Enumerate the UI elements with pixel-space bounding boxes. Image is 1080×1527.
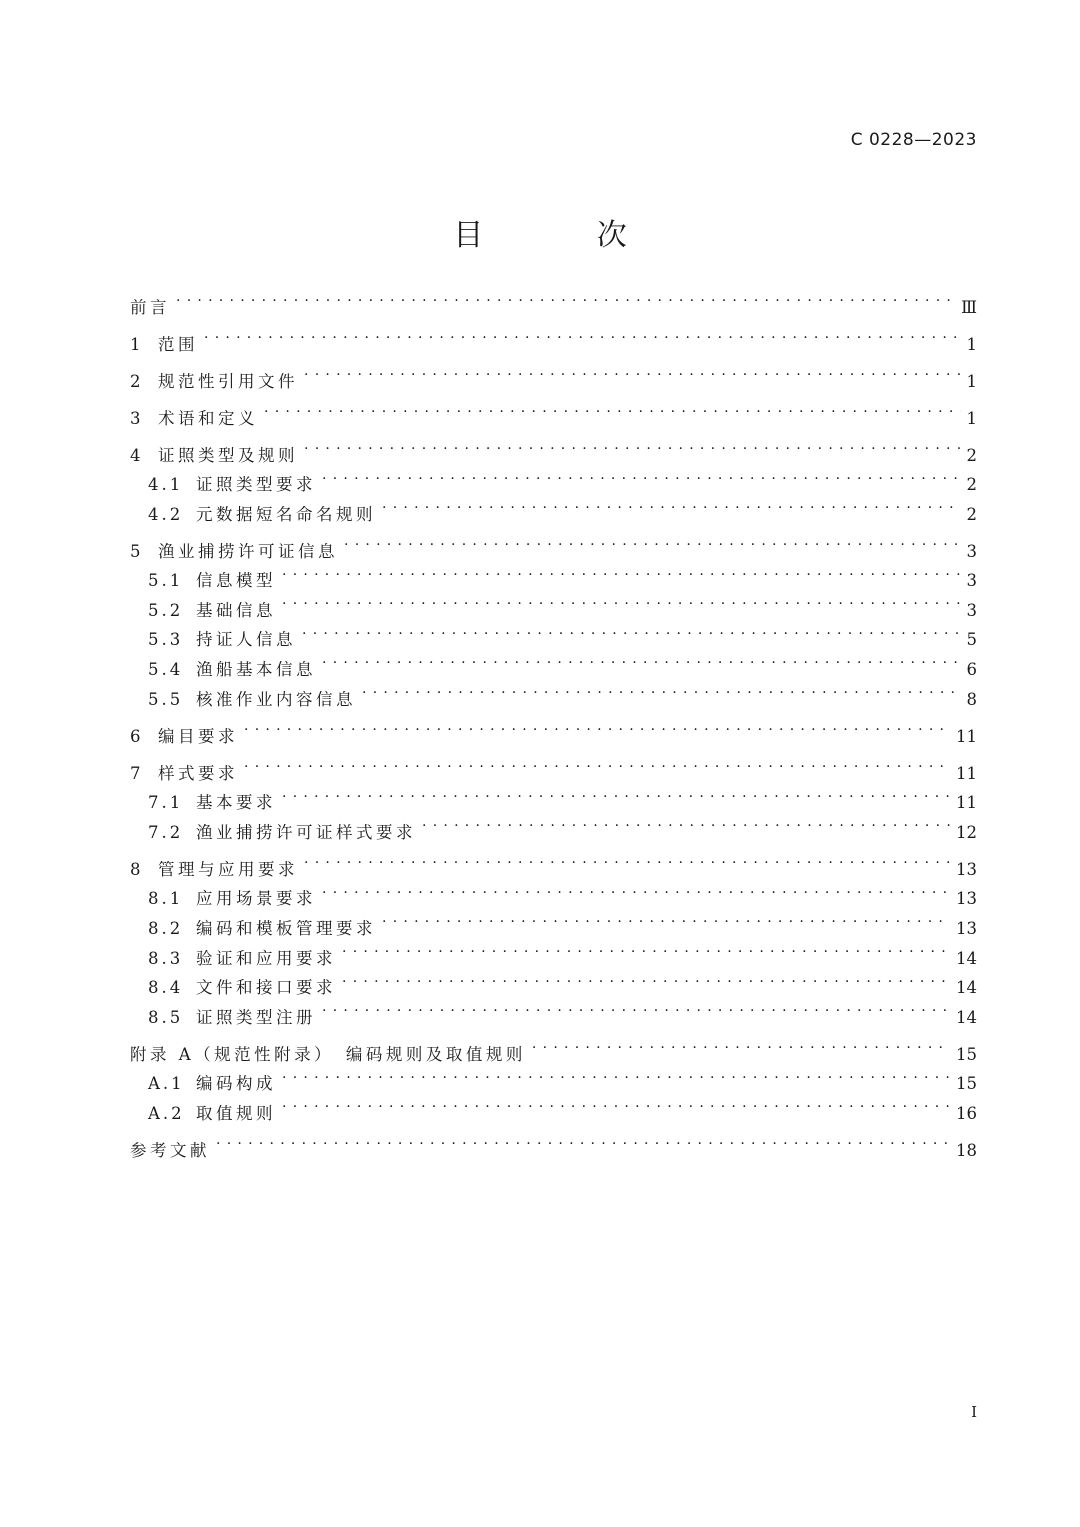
toc-entry-title: 参考文献 bbox=[130, 1140, 210, 1160]
toc-entry-page: 1 bbox=[966, 371, 977, 391]
dot-leader bbox=[322, 461, 961, 491]
toc-entry-page: 1 bbox=[966, 334, 977, 354]
dot-leader bbox=[304, 431, 961, 461]
toc-chapter-entry[interactable] bbox=[130, 712, 977, 746]
dot-leader bbox=[322, 645, 961, 675]
dot-leader bbox=[282, 1060, 950, 1090]
toc-entry-title: 证照类型注册 bbox=[196, 1007, 316, 1027]
toc-entry-title: 元数据短名命名规则 bbox=[196, 504, 376, 524]
toc-section-entry[interactable] bbox=[130, 779, 977, 813]
toc-entry-number: 4.2 bbox=[148, 504, 184, 524]
toc-entry-number: 6 bbox=[130, 726, 141, 746]
dot-leader bbox=[264, 394, 961, 424]
dot-leader bbox=[244, 749, 950, 779]
toc-entry-number: 7.2 bbox=[148, 822, 184, 842]
toc-entry-page: 13 bbox=[956, 919, 977, 938]
toc-entry-title: 证照类型及规则 bbox=[158, 445, 298, 465]
toc-entry-number: 4 bbox=[130, 445, 141, 465]
toc-entry-title: 渔业捕捞许可证信息 bbox=[158, 541, 338, 561]
toc-entry-number: 8.3 bbox=[148, 948, 184, 968]
toc-entry-number: 8.4 bbox=[148, 978, 184, 998]
toc-entry-number: 5.2 bbox=[148, 600, 184, 620]
toc-entry-number: 2 bbox=[130, 371, 141, 391]
page-number: I bbox=[971, 1403, 977, 1421]
toc-entry-number: 8.5 bbox=[148, 1007, 184, 1027]
toc-entry-page: 3 bbox=[966, 600, 977, 620]
toc-entry-page: 14 bbox=[956, 1007, 977, 1027]
toc-entry-title: 前言 bbox=[130, 297, 170, 317]
dot-leader bbox=[532, 1030, 950, 1060]
toc-chapter-entry[interactable] bbox=[130, 1030, 977, 1064]
dot-leader bbox=[382, 904, 950, 934]
toc-chapter-entry[interactable] bbox=[130, 527, 977, 561]
toc-entry-page: 13 bbox=[956, 889, 977, 909]
toc-entry-page: 18 bbox=[956, 1140, 977, 1160]
toc-entry-page: Ⅲ bbox=[961, 297, 977, 317]
toc-entry-number: A.1 bbox=[148, 1074, 185, 1094]
toc-entry-title: 证照类型要求 bbox=[196, 475, 316, 495]
dot-leader bbox=[322, 875, 950, 905]
dot-leader bbox=[176, 283, 955, 313]
toc-entry-number: 8.2 bbox=[148, 919, 184, 938]
toc-chapter-entry[interactable] bbox=[130, 320, 977, 354]
toc-entry-number: 5.3 bbox=[148, 630, 184, 650]
toc-entry-number: 3 bbox=[130, 408, 141, 428]
toc-entry-title: 术语和定义 bbox=[158, 408, 258, 428]
toc-entry-number: 5.5 bbox=[148, 689, 184, 709]
dot-leader bbox=[204, 320, 961, 350]
toc-entry-number: 5.4 bbox=[148, 660, 184, 680]
toc-entry-number: A.2 bbox=[148, 1103, 185, 1123]
dot-leader bbox=[304, 845, 950, 875]
toc-entry-title: 渔业捕捞许可证样式要求 bbox=[196, 822, 416, 842]
toc-entry-title: 范围 bbox=[158, 334, 198, 354]
toc-chapter-entry[interactable] bbox=[130, 845, 977, 879]
toc-entry-page: 16 bbox=[956, 1103, 977, 1123]
toc-entry-page: 11 bbox=[956, 726, 977, 746]
dot-leader bbox=[244, 712, 950, 742]
dot-leader bbox=[342, 964, 950, 994]
toc-entry-page: 5 bbox=[966, 630, 977, 650]
toc-chapter-entry[interactable] bbox=[130, 431, 977, 465]
toc-entry-page: 14 bbox=[956, 978, 977, 998]
document-code: C 0228—2023 bbox=[850, 130, 977, 150]
dot-leader bbox=[362, 675, 961, 705]
toc-entry-title: 编目要求 bbox=[158, 726, 238, 746]
toc-entry-title: 验证和应用要求 bbox=[196, 948, 336, 968]
dot-leader bbox=[302, 616, 961, 646]
toc-entry-title: 渔船基本信息 bbox=[196, 660, 316, 680]
toc-entry-title: 规范性引用文件 bbox=[158, 371, 298, 391]
toc-entry-number: 5 bbox=[130, 541, 141, 561]
dot-leader bbox=[344, 527, 961, 557]
toc-entry-page: 3 bbox=[966, 571, 977, 591]
dot-leader bbox=[382, 490, 961, 520]
toc-entry-page: 2 bbox=[966, 504, 977, 524]
dot-leader bbox=[342, 934, 950, 964]
toc-entry-title: 样式要求 bbox=[158, 763, 238, 783]
toc-title: 目 次 bbox=[453, 218, 679, 253]
toc-entry-title: 管理与应用要求 bbox=[158, 859, 298, 879]
dot-leader bbox=[282, 1089, 950, 1119]
toc-entry-page: 1 bbox=[966, 408, 977, 428]
toc-chapter-entry[interactable] bbox=[130, 394, 977, 428]
toc-entry-page: 8 bbox=[966, 689, 977, 709]
dot-leader bbox=[216, 1126, 950, 1156]
table-of-contents bbox=[130, 283, 977, 1160]
toc-entry-page: 6 bbox=[966, 660, 977, 680]
toc-entry-page: 12 bbox=[956, 822, 977, 842]
dot-leader bbox=[422, 808, 950, 838]
toc-entry-title: 核准作业内容信息 bbox=[196, 689, 356, 709]
toc-entry-number: 5.1 bbox=[148, 571, 184, 591]
toc-entry-page: 14 bbox=[956, 948, 977, 968]
toc-entry-page: 3 bbox=[966, 541, 977, 561]
toc-entry-page: 11 bbox=[956, 793, 977, 813]
toc-chapter-entry[interactable] bbox=[130, 1126, 977, 1160]
toc-entry-number: 4.1 bbox=[148, 475, 184, 495]
toc-entry-number: 8 bbox=[130, 859, 141, 879]
toc-entry-number: 8.1 bbox=[148, 889, 184, 909]
toc-entry-title: 附录 A（规范性附录） 编码规则及取值规则 bbox=[130, 1044, 526, 1064]
toc-entry-title: 基础信息 bbox=[196, 600, 276, 620]
dot-leader bbox=[282, 779, 950, 809]
toc-entry-number: 1 bbox=[130, 334, 141, 354]
toc-entry-title: 取值规则 bbox=[196, 1103, 276, 1123]
toc-entry-page: 11 bbox=[956, 763, 977, 783]
toc-chapter-entry[interactable] bbox=[130, 357, 977, 391]
toc-entry-title: 编码和模板管理要求 bbox=[196, 919, 376, 938]
toc-entry-page: 15 bbox=[956, 1044, 977, 1064]
dot-leader bbox=[322, 993, 950, 1023]
toc-entry-page: 2 bbox=[966, 475, 977, 495]
toc-entry-title: 应用场景要求 bbox=[196, 889, 316, 909]
toc-entry-title: 持证人信息 bbox=[196, 630, 296, 650]
toc-entry-page: 13 bbox=[956, 859, 977, 879]
toc-entry-title: 基本要求 bbox=[196, 793, 276, 813]
toc-chapter-entry[interactable] bbox=[130, 283, 977, 317]
dot-leader bbox=[282, 557, 961, 587]
toc-entry-page: 2 bbox=[966, 445, 977, 465]
dot-leader bbox=[304, 357, 961, 387]
toc-chapter-entry[interactable] bbox=[130, 749, 977, 783]
toc-entry-number: 7.1 bbox=[148, 793, 184, 813]
toc-entry-page: 15 bbox=[956, 1074, 977, 1094]
toc-entry-title: 文件和接口要求 bbox=[196, 978, 336, 998]
toc-entry-title: 信息模型 bbox=[196, 571, 276, 591]
toc-entry-title: 编码构成 bbox=[196, 1074, 276, 1094]
dot-leader bbox=[282, 586, 961, 616]
toc-entry-number: 7 bbox=[130, 763, 141, 783]
